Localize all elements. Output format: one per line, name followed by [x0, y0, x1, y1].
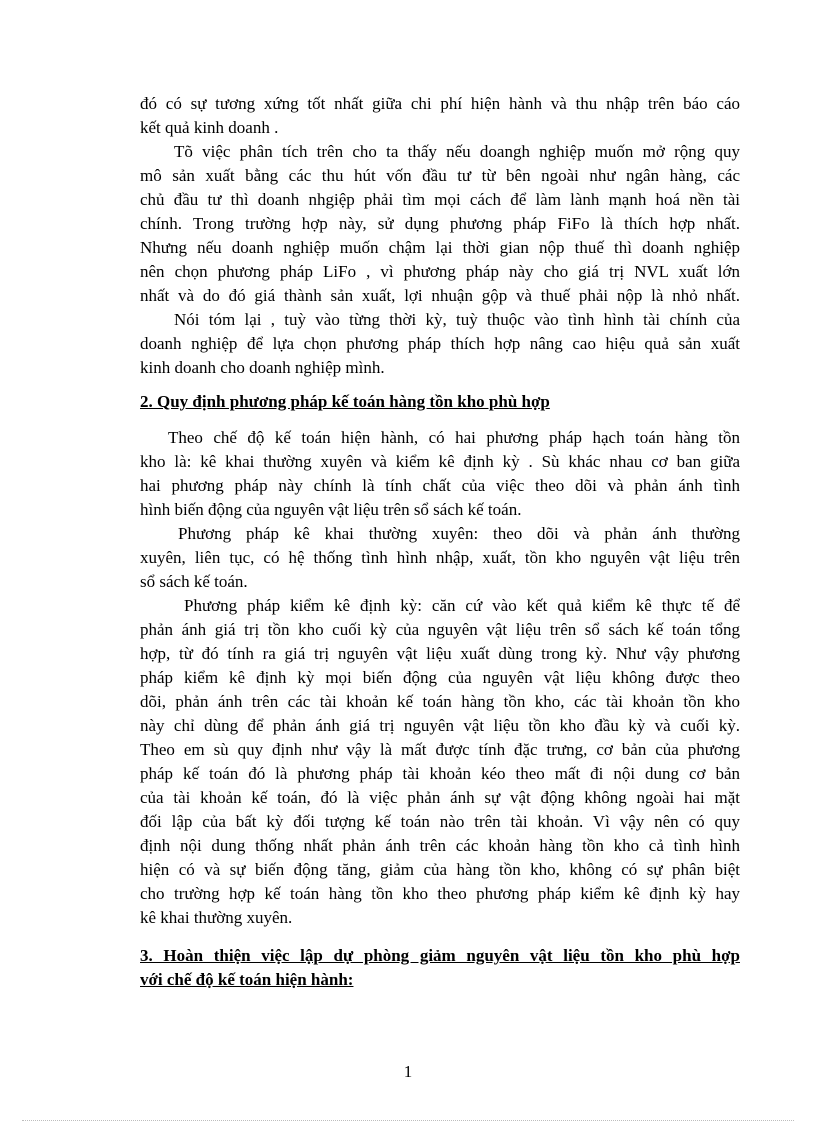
text-line: của tài khoản kế toán, đó là việc phản ánh sự vật động không ngoài hai mặt — [140, 788, 740, 807]
document-page — [140, 92, 740, 992]
text-line: hai phương pháp này chính là tính chất của việc theo dõi và phản ánh tình — [140, 476, 740, 495]
text-line: phản ánh giá trị tồn kho cuối kỳ của nguyên vật liệu trên sổ sách kế toán tổng — [140, 620, 740, 639]
text-line: pháp kế toán đó là phương pháp tài khoản kéo theo mất đi nội dung cơ bản — [140, 764, 740, 783]
text-line: doanh nghiệp để lựa chọn phương pháp thích hợp nâng cao hiệu quả sản xuất — [140, 334, 740, 353]
text-line: hiện có và sự biến động tăng, giảm của hàng tồn kho, không có sự phân biệt — [140, 860, 740, 879]
text-line: này chỉ dùng để phản ánh giá trị nguyên vật liệu tồn kho đầu kỳ và cuối kỳ. — [140, 716, 740, 735]
text-line: nhất và do đó giá thành sản xuất, lợi nhuận gộp và thuế phải nộp là nhỏ nhất. — [140, 286, 740, 305]
text-line: Tõ việc phân tích trên cho ta thấy nếu doangh nghiệp muốn mở rộng quy — [174, 142, 740, 161]
text-line: Phương pháp kiểm kê định kỳ: căn cứ vào kết quả kiểm kê thực tế để — [184, 596, 740, 615]
text-line: chủ đầu tư thì doanh nhgiệp phải tìm mọi cách để làm lành mạnh hoá nền tài — [140, 190, 740, 209]
text-line: Phương pháp kê khai thường xuyên: theo dõi và phản ánh thường — [178, 524, 740, 543]
paragraph-2 — [140, 140, 740, 308]
text-line: cho trường hợp kế toán hàng tồn kho theo phương pháp kiểm kê định kỳ hay — [140, 884, 740, 903]
text-line: xuyên, liên tục, có hệ thống tình hình nhập, xuất, tồn kho nguyên vật liệu trên — [140, 548, 740, 567]
text-line: Theo em sù quy định như vậy là mất được tính đặc trưng, cơ bản của phương — [140, 740, 740, 759]
page-bottom-divider — [22, 1120, 794, 1121]
text-line: dõi, phản ánh trên các tài khoản kế toán hàng tồn kho, các tài khoản tồn kho — [140, 692, 740, 711]
text-line: Nhưng nếu doanh nghiệp muốn chậm lại thời gian nộp thuế thì doanh nghiệp — [140, 238, 740, 257]
text-line: đó có sự tương xứng tốt nhất giữa chi phí hiện hành và thu nhập trên báo cáo — [140, 94, 740, 113]
heading-line: với chế độ kế toán hiện hành: — [140, 970, 354, 989]
text-line: kết quả kinh doanh . — [140, 118, 279, 137]
text-line: chính. Trong trường hợp này, sử dụng phương pháp FiFo là thích hợp nhất. — [140, 214, 740, 233]
text-line: sổ sách kế toán. — [140, 572, 248, 591]
text-line: Theo chế độ kế toán hiện hành, có hai phương pháp hạch toán hàng tồn — [168, 428, 740, 447]
page-number: 1 — [403, 1062, 413, 1081]
text-line: Nói tóm lại , tuỳ vào từng thời kỳ, tuỳ thuộc vào tình hình tài chính của — [174, 310, 740, 329]
text-line: kê khai thường xuyên. — [140, 908, 293, 927]
text-line: kinh doanh cho doanh nghiệp mình. — [140, 358, 385, 377]
paragraph-4 — [140, 426, 740, 522]
section-heading-2: 2. Quy định phương pháp kế toán hàng tồn kho phù hợp — [140, 392, 550, 411]
paragraph-1 — [140, 92, 740, 140]
heading-line: 3. Hoàn thiện việc lập dự phòng giảm nguyên vật liệu tồn kho phù hợp — [140, 946, 740, 965]
text-line: định nội dung thống nhất phản ánh trên các khoản hàng tồn kho cả tình hình — [140, 836, 740, 855]
text-line: hình biến động của nguyên vật liệu trên sổ sách kế toán. — [140, 500, 522, 519]
text-line: kho là: kê khai thường xuyên và kiểm kê định kỳ . Sù khác nhau cơ ban giữa — [140, 452, 740, 471]
text-line: pháp kiểm kê định kỳ mọi biến động của nguyên vật liệu không được theo — [140, 668, 740, 687]
text-line: đối lập của bất kỳ đối tượng kế toán nào trên tài khoản. Vì vậy nên có quy — [140, 812, 740, 831]
text-line: hợp, từ đó tính ra giá trị nguyên vật liệu xuất dùng trong kỳ. Như vậy phương — [140, 644, 740, 663]
text-line: nên chọn phương pháp LiFo , vì phương pháp này cho giá trị NVL xuất lớn — [140, 262, 740, 281]
section-heading-3 — [140, 944, 740, 992]
paragraph-5 — [140, 522, 740, 594]
text-line: mô sản xuất bằng các thu hút vốn đầu tư từ bên ngoài như ngân hàng, các — [140, 166, 740, 185]
paragraph-3 — [140, 308, 740, 380]
paragraph-6 — [140, 594, 740, 930]
